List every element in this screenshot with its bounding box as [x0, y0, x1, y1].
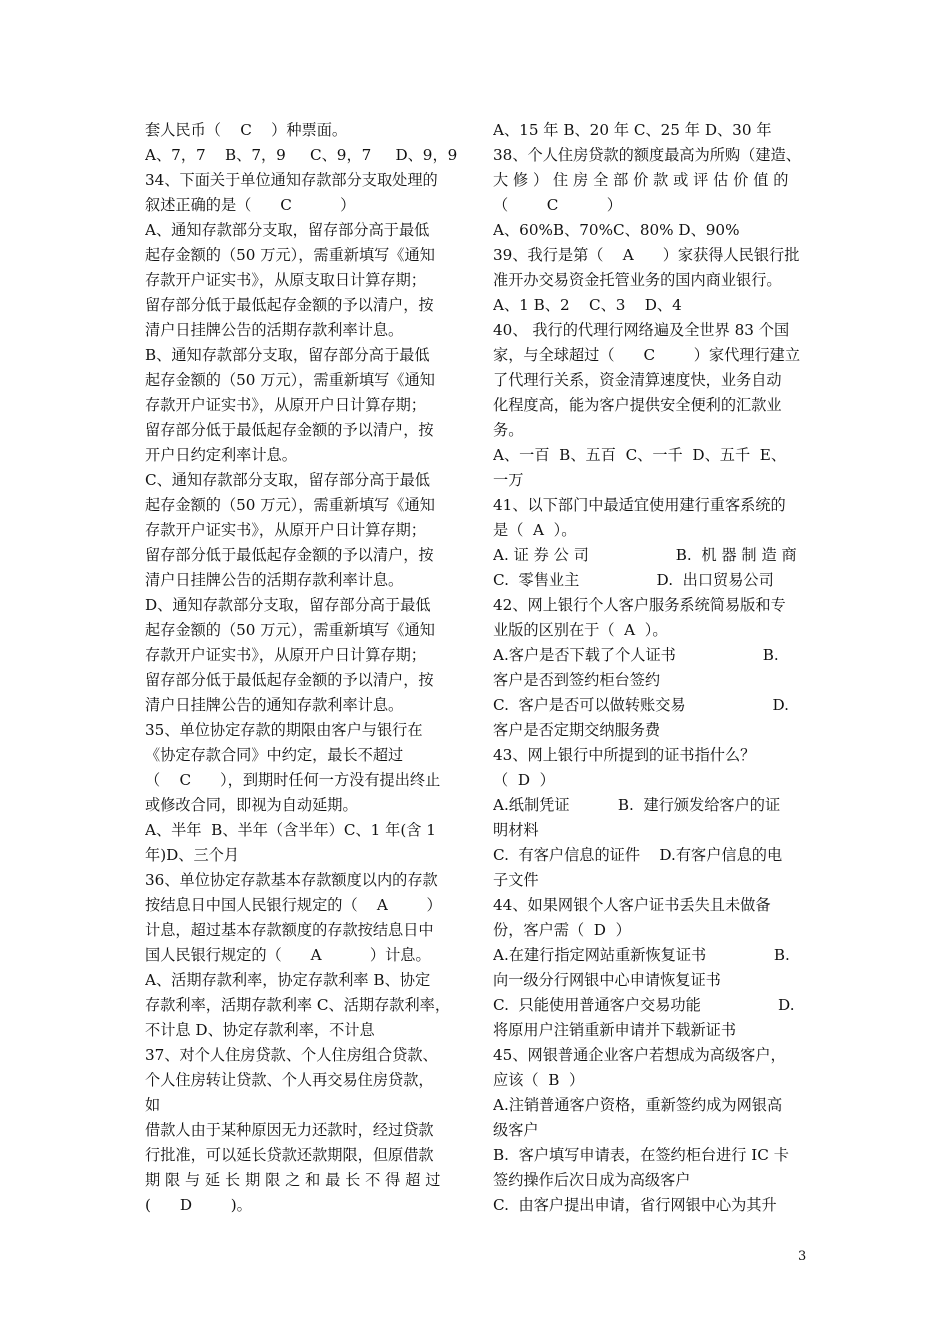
text-line: 36、单位协定存款基本存款额度以内的存款 — [145, 871, 438, 889]
text-line: A、半年 B、半年（含半年）C、1 年(含 1 — [145, 821, 436, 839]
text-line: 叙述正确的是（ C ） — [145, 196, 356, 214]
text-line: 起存金额的（50 万元），需重新填写《通知 — [145, 496, 435, 514]
text-line: A、60%B、70%C、80% D、90% — [493, 221, 740, 239]
text-line: （ D ） — [493, 771, 555, 789]
text-line: 存款利率，活期存款利率 C、活期存款利率， — [145, 996, 451, 1014]
text-line: 个人住房转让贷款、个人再交易住房贷款， — [145, 1071, 434, 1089]
text-line: A.注销普通客户资格，重新签约成为网银高 — [493, 1096, 783, 1114]
text-line: 子文件 — [493, 871, 539, 889]
text-line: 向一级分行网银中心申请恢复证书 — [493, 971, 721, 989]
text-line: 化程度高，能为客户提供安全便利的汇款业 — [493, 396, 782, 414]
text-line: 留存部分低于最低起存金额的予以清户，按 — [145, 671, 434, 689]
left-column — [145, 118, 463, 1218]
text-line: 国人民银行规定的（ A ）计息。 — [145, 946, 431, 964]
text-line: 准开办交易资金托管业务的国内商业银行。 — [493, 271, 782, 289]
text-line: C、通知存款部分支取，留存部分高于最低 — [145, 471, 430, 489]
text-line: B、通知存款部分支取，留存部分高于最低 — [145, 346, 430, 364]
text-line: A.在建行指定网站重新恢复证书 B. — [493, 946, 790, 964]
text-line: 大 修 ） 住 房 全 部 价 款 或 评 估 价 值 的 — [493, 171, 789, 189]
text-line: 如 — [145, 1096, 161, 1114]
text-line: 41、以下部门中最适宜使用建行重客系统的 — [493, 496, 786, 514]
text-line: 清户日挂牌公告的通知存款利率计息。 — [145, 696, 404, 714]
page-number: 3 — [798, 1249, 807, 1264]
text-line: C. 客户是否可以做转账交易 D. — [493, 696, 789, 714]
text-line: 了代理行关系，资金清算速度快，业务自动 — [493, 371, 782, 389]
text-line: 签约操作后次日成为高级客户 — [493, 1171, 691, 1189]
text-line: 44、如果网银个人客户证书丢失且未做备 — [493, 896, 771, 914]
text-line: 或修改合同，即视为自动延期。 — [145, 796, 358, 814]
text-line: 份，客户需（ D ） — [493, 921, 631, 939]
text-line: A.客户是否下载了个人证书 B. — [493, 646, 779, 664]
text-line: 年)D、三个月 — [145, 846, 240, 864]
text-line: 40、 我行的代理行网络遍及全世界 83 个国 — [493, 321, 790, 339]
text-line: A. 证 券 公 司 B. 机 器 制 造 商 — [493, 546, 797, 564]
text-line: 期 限 与 延 长 期 限 之 和 最 长 不 得 超 过 — [145, 1171, 441, 1189]
text-line: 《协定存款合同》中约定，最长不超过 — [145, 746, 404, 764]
text-line: A、7，7 B、7，9 C、9，7 D、9，9 — [145, 146, 458, 164]
text-line: 起存金额的（50 万元），需重新填写《通知 — [145, 621, 435, 639]
text-line: 明材料 — [493, 821, 539, 839]
text-line: 级客户 — [493, 1121, 539, 1139]
text-line: A.纸制凭证 B. 建行颁发给客户的证 — [493, 796, 781, 814]
text-line: 清户日挂牌公告的活期存款利率计息。 — [145, 321, 404, 339]
text-line: 留存部分低于最低起存金额的予以清户，按 — [145, 421, 434, 439]
text-line: B. 客户填写申请表，在签约柜台进行 IC 卡 — [493, 1146, 789, 1164]
text-line: 37、对个人住房贷款、个人住房组合贷款、 — [145, 1046, 438, 1064]
text-line: 是（ A ）。 — [493, 521, 577, 539]
text-line: （ C ） — [493, 196, 622, 214]
text-line: 将原用户注销重新申请并下载新证书 — [493, 1021, 736, 1039]
text-line: 留存部分低于最低起存金额的予以清户，按 — [145, 546, 434, 564]
text-line: 42、网上银行个人客户服务系统简易版和专 — [493, 596, 786, 614]
text-line: ( D )。 — [145, 1196, 252, 1214]
text-line: A、活期存款利率，协定存款利率 B、协定 — [145, 971, 431, 989]
text-line: 存款开户证实书》，从原支取日计算存期； — [145, 271, 426, 289]
text-line: 34、下面关于单位通知存款部分支取处理的 — [145, 171, 438, 189]
text-line: 45、网银普通企业客户若想成为高级客户， — [493, 1046, 786, 1064]
text-line: 借款人由于某种原因无力还款时，经过贷款 — [145, 1121, 434, 1139]
text-line: A、通知存款部分支取，留存部分高于最低 — [145, 221, 430, 239]
text-line: （ C ），到期时任何一方没有提出终止 — [145, 771, 441, 789]
text-line: 套人民币（ C ）种票面。 — [145, 121, 348, 139]
text-line: 不计息 D、协定存款利率，不计息 — [145, 1021, 375, 1039]
text-line: 43、网上银行中所提到的证书指什么？ — [493, 746, 756, 764]
text-line: 业版的区别在于（ A ）。 — [493, 621, 668, 639]
text-line: A、15 年 B、20 年 C、25 年 D、30 年 — [493, 121, 772, 139]
text-line: 35、单位协定存款的期限由客户与银行在 — [145, 721, 423, 739]
text-line: C. 只能使用普通客户交易功能 D. — [493, 996, 795, 1014]
text-line: 开户日约定利率计息。 — [145, 446, 297, 464]
text-line: C. 零售业主 D. 出口贸易公司 — [493, 571, 774, 589]
text-line: 存款开户证实书》，从原开户日计算存期； — [145, 646, 426, 664]
text-line: C. 由客户提出申请，省行网银中心为其升 — [493, 1196, 777, 1214]
text-line: A、1 B、2 C、3 D、4 — [493, 296, 682, 314]
text-line: 存款开户证实书》，从原开户日计算存期； — [145, 396, 426, 414]
text-line: 起存金额的（50 万元），需重新填写《通知 — [145, 371, 435, 389]
text-line: 一万 — [493, 471, 524, 489]
text-line: 应该（ B ） — [493, 1071, 585, 1089]
text-line: C. 有客户信息的证件 D.有客户信息的电 — [493, 846, 783, 864]
text-line: 留存部分低于最低起存金额的予以清户，按 — [145, 296, 434, 314]
text-line: 行批准，可以延长贷款还款期限，但原借款 — [145, 1146, 434, 1164]
text-line: 存款开户证实书》，从原开户日计算存期； — [145, 521, 426, 539]
text-line: 起存金额的（50 万元），需重新填写《通知 — [145, 246, 435, 264]
text-line: 家，与全球超过（ C ）家代理行建立 — [493, 346, 801, 364]
text-line: 务。 — [493, 421, 524, 439]
text-line: 清户日挂牌公告的活期存款利率计息。 — [145, 571, 404, 589]
text-line: D、通知存款部分支取，留存部分高于最低 — [145, 596, 431, 614]
text-line: 按结息日中国人民银行规定的（ A ） — [145, 896, 442, 914]
right-column — [493, 118, 809, 1218]
text-line: 计息，超过基本存款额度的存款按结息日中 — [145, 921, 434, 939]
text-line: 38、个人住房贷款的额度最高为所购（建造、 — [493, 146, 801, 164]
text-line: A、一百 B、五百 C、一千 D、五千 E、 — [493, 446, 787, 464]
text-line: 客户是否定期交纳服务费 — [493, 721, 661, 739]
text-line: 39、我行是第（ A ）家获得人民银行批 — [493, 246, 800, 264]
text-line: 客户是否到签约柜台签约 — [493, 671, 661, 689]
